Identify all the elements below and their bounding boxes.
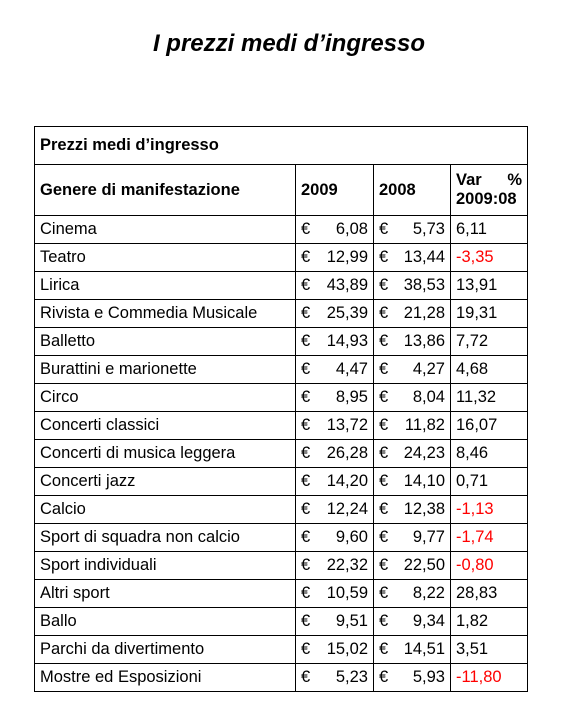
price-value	[301, 416, 368, 435]
genre-cell: Rivista e Commedia Musicale	[35, 300, 296, 328]
header-genre: Genere di manifestazione	[35, 165, 296, 216]
variation-cell: 0,71	[451, 468, 528, 496]
price-value	[301, 584, 368, 603]
table-row	[35, 440, 528, 468]
header-2009: 2009	[296, 165, 374, 216]
header-2008: 2008	[374, 165, 451, 216]
price-2009-cell	[296, 356, 374, 384]
price-amount: 5,73	[412, 220, 445, 238]
price-2009-cell	[296, 496, 374, 524]
variation-cell: 19,31	[451, 300, 528, 328]
variation-cell: 11,32	[451, 384, 528, 412]
genre-cell: Mostre ed Esposizioni	[35, 664, 296, 692]
genre-cell: Altri sport	[35, 580, 296, 608]
header-variation	[451, 165, 528, 216]
page-title: I prezzi medi d’ingresso	[152, 30, 426, 57]
euro-symbol: €	[301, 360, 311, 378]
price-2009-cell	[296, 580, 374, 608]
genre-cell: Sport di squadra non calcio	[35, 524, 296, 552]
price-2009-cell	[296, 440, 374, 468]
variation-cell: 8,46	[451, 440, 528, 468]
price-2008-cell	[374, 244, 451, 272]
genre-cell: Ballo	[35, 608, 296, 636]
price-2008-cell	[374, 636, 451, 664]
variation-cell: -11,80	[451, 664, 528, 692]
price-value	[379, 416, 445, 435]
price-value	[379, 528, 445, 547]
price-2009-cell	[296, 412, 374, 440]
price-2008-cell	[374, 608, 451, 636]
price-amount: 21,28	[403, 304, 445, 322]
price-amount: 9,60	[335, 528, 368, 546]
genre-cell: Concerti classici	[35, 412, 296, 440]
price-value	[301, 388, 368, 407]
euro-symbol: €	[379, 556, 389, 574]
price-2009-cell	[296, 524, 374, 552]
table-caption: Prezzi medi d’ingresso	[35, 127, 528, 165]
price-value	[379, 276, 445, 295]
price-value	[379, 332, 445, 351]
price-2008-cell	[374, 356, 451, 384]
variation-cell: 7,72	[451, 328, 528, 356]
prices-table	[34, 126, 528, 692]
price-value	[301, 220, 368, 239]
price-value	[379, 584, 445, 603]
euro-symbol: €	[379, 360, 389, 378]
genre-cell: Cinema	[35, 216, 296, 244]
price-amount: 14,93	[326, 332, 368, 350]
euro-symbol: €	[301, 640, 311, 658]
price-2008-cell	[374, 440, 451, 468]
price-2008-cell	[374, 328, 451, 356]
price-amount: 8,04	[412, 388, 445, 406]
table-row	[35, 356, 528, 384]
table-row	[35, 384, 528, 412]
price-amount: 8,22	[412, 584, 445, 602]
price-2009-cell	[296, 636, 374, 664]
euro-symbol: €	[301, 276, 311, 294]
price-2009-cell	[296, 244, 374, 272]
price-2008-cell	[374, 300, 451, 328]
genre-cell: Parchi da divertimento	[35, 636, 296, 664]
euro-symbol: €	[379, 612, 389, 630]
header-var-period: 2009:08	[456, 190, 517, 208]
table-row	[35, 244, 528, 272]
table-row	[35, 608, 528, 636]
genre-cell: Calcio	[35, 496, 296, 524]
table-caption-row	[35, 127, 528, 165]
price-value	[379, 220, 445, 239]
euro-symbol: €	[379, 584, 389, 602]
euro-symbol: €	[301, 444, 311, 462]
price-2009-cell	[296, 328, 374, 356]
price-value	[301, 528, 368, 547]
price-amount: 11,82	[404, 416, 445, 434]
price-value	[301, 248, 368, 267]
price-value	[301, 360, 368, 379]
price-amount: 4,47	[335, 360, 368, 378]
genre-cell: Lirica	[35, 272, 296, 300]
genre-cell: Circo	[35, 384, 296, 412]
price-value	[301, 444, 368, 463]
price-value	[301, 640, 368, 659]
price-2009-cell	[296, 300, 374, 328]
euro-symbol: €	[379, 248, 389, 266]
table-row	[35, 216, 528, 244]
euro-symbol: €	[379, 500, 389, 518]
price-amount: 15,02	[326, 640, 368, 658]
price-2009-cell	[296, 216, 374, 244]
price-value	[301, 668, 368, 687]
price-value	[301, 304, 368, 323]
euro-symbol: €	[379, 388, 389, 406]
genre-cell: Teatro	[35, 244, 296, 272]
genre-cell: Sport individuali	[35, 552, 296, 580]
euro-symbol: €	[301, 388, 311, 406]
genre-cell: Concerti di musica leggera	[35, 440, 296, 468]
price-2008-cell	[374, 216, 451, 244]
table-row	[35, 524, 528, 552]
euro-symbol: €	[301, 556, 311, 574]
euro-symbol: €	[379, 472, 389, 490]
table-row	[35, 580, 528, 608]
price-value	[379, 388, 445, 407]
euro-symbol: €	[379, 444, 389, 462]
price-2008-cell	[374, 580, 451, 608]
euro-symbol: €	[301, 500, 311, 518]
price-amount: 25,39	[326, 304, 368, 322]
euro-symbol: €	[301, 528, 311, 546]
price-value	[379, 556, 445, 575]
price-value	[379, 668, 445, 687]
price-value	[379, 640, 445, 659]
genre-cell: Concerti jazz	[35, 468, 296, 496]
price-amount: 22,32	[326, 556, 368, 574]
variation-cell: -1,13	[451, 496, 528, 524]
euro-symbol: €	[379, 276, 389, 294]
price-amount: 10,59	[326, 584, 368, 602]
price-value	[301, 500, 368, 519]
euro-symbol: €	[301, 668, 311, 686]
euro-symbol: €	[301, 248, 311, 266]
price-2009-cell	[296, 552, 374, 580]
price-amount: 43,89	[326, 276, 368, 294]
euro-symbol: €	[301, 612, 311, 630]
table-row	[35, 328, 528, 356]
price-amount: 14,10	[403, 472, 445, 490]
euro-symbol: €	[301, 472, 311, 490]
price-amount: 9,34	[412, 612, 445, 630]
euro-symbol: €	[379, 668, 389, 686]
euro-symbol: €	[379, 332, 389, 350]
variation-cell: -0,80	[451, 552, 528, 580]
table-row	[35, 272, 528, 300]
euro-symbol: €	[301, 416, 311, 434]
variation-cell: 28,83	[451, 580, 528, 608]
price-value	[379, 472, 445, 491]
price-amount: 5,23	[335, 668, 368, 686]
table-row	[35, 664, 528, 692]
variation-cell: 3,51	[451, 636, 528, 664]
genre-cell: Burattini e marionette	[35, 356, 296, 384]
price-amount: 4,27	[412, 360, 445, 378]
table-row	[35, 636, 528, 664]
price-amount: 13,86	[403, 332, 445, 350]
price-2008-cell	[374, 384, 451, 412]
euro-symbol: €	[379, 220, 389, 238]
price-amount: 9,77	[412, 528, 445, 546]
price-2008-cell	[374, 272, 451, 300]
price-2008-cell	[374, 664, 451, 692]
price-value	[301, 332, 368, 351]
price-value	[379, 248, 445, 267]
price-2008-cell	[374, 496, 451, 524]
price-amount: 13,72	[326, 416, 368, 434]
euro-symbol: €	[379, 528, 389, 546]
variation-cell: -1,74	[451, 524, 528, 552]
euro-symbol: €	[301, 304, 311, 322]
price-value	[379, 444, 445, 463]
price-amount: 13,44	[403, 248, 445, 266]
price-2009-cell	[296, 272, 374, 300]
price-value	[301, 612, 368, 631]
price-amount: 8,95	[335, 388, 368, 406]
price-value	[301, 472, 368, 491]
price-2008-cell	[374, 412, 451, 440]
variation-cell: 16,07	[451, 412, 528, 440]
table-row	[35, 552, 528, 580]
euro-symbol: €	[379, 640, 389, 658]
price-value	[379, 304, 445, 323]
table-row	[35, 468, 528, 496]
price-amount: 26,28	[326, 444, 368, 462]
price-amount: 6,08	[335, 220, 368, 238]
variation-cell: 13,91	[451, 272, 528, 300]
euro-symbol: €	[301, 220, 311, 238]
price-value	[301, 556, 368, 575]
header-var-word: Var	[456, 171, 482, 189]
price-2009-cell	[296, 608, 374, 636]
variation-cell: 4,68	[451, 356, 528, 384]
euro-symbol: €	[379, 304, 389, 322]
table-row	[35, 300, 528, 328]
price-amount: 22,50	[403, 556, 445, 574]
variation-cell: -3,35	[451, 244, 528, 272]
table-header-row	[35, 165, 528, 216]
price-2008-cell	[374, 524, 451, 552]
header-var-percent: %	[507, 171, 522, 189]
price-amount: 14,51	[403, 640, 445, 658]
price-value	[379, 500, 445, 519]
variation-cell: 1,82	[451, 608, 528, 636]
price-amount: 12,38	[403, 500, 445, 518]
price-2009-cell	[296, 664, 374, 692]
price-amount: 24,23	[403, 444, 445, 462]
price-amount: 5,93	[412, 668, 445, 686]
price-value	[301, 276, 368, 295]
price-value	[379, 612, 445, 631]
price-2009-cell	[296, 468, 374, 496]
euro-symbol: €	[301, 584, 311, 602]
price-amount: 38,53	[403, 276, 445, 294]
table-row	[35, 412, 528, 440]
variation-cell: 6,11	[451, 216, 528, 244]
table-row	[35, 496, 528, 524]
price-2008-cell	[374, 552, 451, 580]
euro-symbol: €	[379, 416, 389, 434]
euro-symbol: €	[301, 332, 311, 350]
price-2008-cell	[374, 468, 451, 496]
price-2009-cell	[296, 384, 374, 412]
price-amount: 12,99	[326, 248, 368, 266]
price-value	[379, 360, 445, 379]
price-amount: 14,20	[326, 472, 368, 490]
price-amount: 9,51	[335, 612, 368, 630]
price-amount: 12,24	[326, 500, 368, 518]
genre-cell: Balletto	[35, 328, 296, 356]
